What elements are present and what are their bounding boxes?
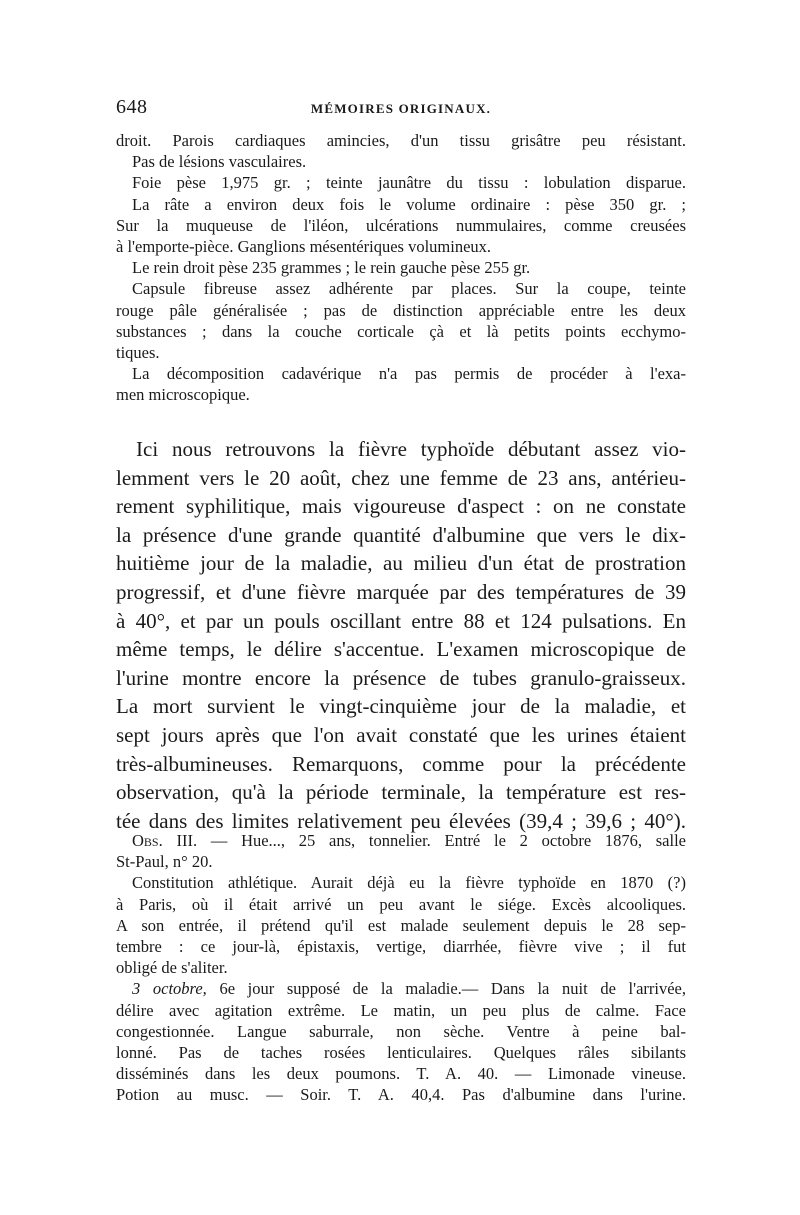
obs-label: Obs. [132, 831, 163, 850]
text-line: Constitution athlétique. Aurait déjà eu la fièvre typhoïde en 1870 (?) [132, 873, 686, 893]
text-line: Le rein droit pèse 235 grammes ; le rein gauche pèse 255 gr. [132, 258, 531, 278]
text-line: délire avec agitation extrême. Le matin, un peu plus de calme. Face [116, 1000, 686, 1020]
day-entry-heading [116, 978, 686, 999]
text-line: congestionnée. Langue saburrale, non sèche. Ventre à peine bal- [116, 1021, 686, 1041]
obs-heading-text: III. — Hue..., 25 ans, tonnelier. Entré le 2 octobre 1876, salle [176, 831, 686, 850]
text-line: à Paris, où il était arrivé un peu avant le siége. Excès alcooliques. [116, 894, 686, 914]
observation-three [116, 830, 686, 1106]
text-line: sept jours après que l'on avait constaté que les urines étaient [116, 722, 686, 747]
text-line: à l'emporte-pièce. Ganglions mésentériques volumineux. [116, 237, 492, 257]
text-line: disséminés dans les deux poumons. T. A. 40. — Limonade vineuse. [116, 1064, 686, 1084]
text-line: La décomposition cadavérique n'a pas permis de procéder à l'exa- [132, 364, 686, 384]
text-line: La râte a environ deux fois le volume ordinaire : pèse 350 gr. ; [132, 194, 686, 214]
text-line: droit. Parois cardiaques amincies, d'un tissu grisâtre peu résistant. [116, 131, 686, 150]
text-line: Foie pèse 1,975 gr. ; teinte jaunâtre du tissu : lobulation disparue. [132, 173, 686, 193]
text-line: tiques. [116, 343, 160, 363]
running-title: MÉMOIRES ORIGINAUX. [310, 101, 492, 116]
text-line: lonné. Pas de taches rosées lenticulaires. Quelques râles sibilants [116, 1043, 686, 1063]
text-line: très-albumineuses. Remarquons, comme pour la précédente [116, 751, 686, 776]
page-number: 648 [116, 96, 148, 118]
text-line: tée dans des limites relativement peu élevées (39,4 ; 39,6 ; 40°). [116, 808, 686, 833]
text-line: progressif, et d'une fièvre marquée par des températures de 39 [116, 579, 686, 604]
text-line: même temps, le délire s'accentue. L'examen microscopique de [116, 637, 686, 662]
text-line: observation, qu'à la période terminale, la température est res- [116, 780, 686, 805]
text-line: tembre : ce jour-là, épistaxis, vertige, diarrhée, fièvre vive ; il fut [116, 937, 686, 957]
text-line: A son entrée, il prétend qu'il est malade seulement depuis le 28 sep- [116, 915, 686, 935]
page-header [116, 96, 686, 120]
text-line: la présence d'une grande quantité d'albumine que vers le dix- [116, 522, 686, 547]
discussion-paragraph [116, 435, 686, 835]
text-line: Sur la muqueuse de l'iléon, ulcérations nummulaires, comme creusées [116, 215, 686, 235]
text-line: lemment vers le 20 août, chez une femme de 23 ans, antérieu- [116, 465, 686, 490]
text-line: l'urine montre encore la présence de tubes granulo-graisseux. [116, 665, 686, 690]
text-line: obligé de s'aliter. [116, 958, 228, 978]
text-line: Capsule fibreuse assez adhérente par places. Sur la coupe, teinte [132, 279, 686, 299]
text-line: Ici nous retrouvons la fièvre typhoïde débutant assez vio- [136, 437, 686, 461]
autopsy-findings [116, 130, 686, 406]
text-line: rouge pâle généralisée ; pas de distinction appréciable entre les deux [116, 300, 686, 320]
text-line: men microscopique. [116, 385, 250, 405]
text-line: St-Paul, n° 20. [116, 852, 213, 872]
text-line: Pas de lésions vasculaires. [132, 152, 307, 172]
text-line: La mort survient le vingt-cinquième jour de la maladie, et [116, 694, 686, 719]
day-label: 3 octobre, [132, 979, 207, 999]
text-line: à 40°, et par un pouls oscillant entre 88 et 124 pulsations. En [116, 608, 686, 633]
observation-heading [116, 830, 686, 851]
text-line: substances ; dans la couche corticale çà et là petits points ecchymo- [116, 321, 686, 341]
day-entry-text: 6e jour supposé de la maladie.— Dans la nuit de l'arrivée, [206, 979, 686, 999]
text-line: rement syphilitique, mais vigoureuse d'aspect : on ne constate [116, 494, 686, 519]
text-line: huitième jour de la maladie, au milieu d'un état de prostration [116, 551, 686, 576]
text-line: Potion au musc. — Soir. T. A. 40,4. Pas d'albumine dans l'urine. [116, 1085, 686, 1105]
